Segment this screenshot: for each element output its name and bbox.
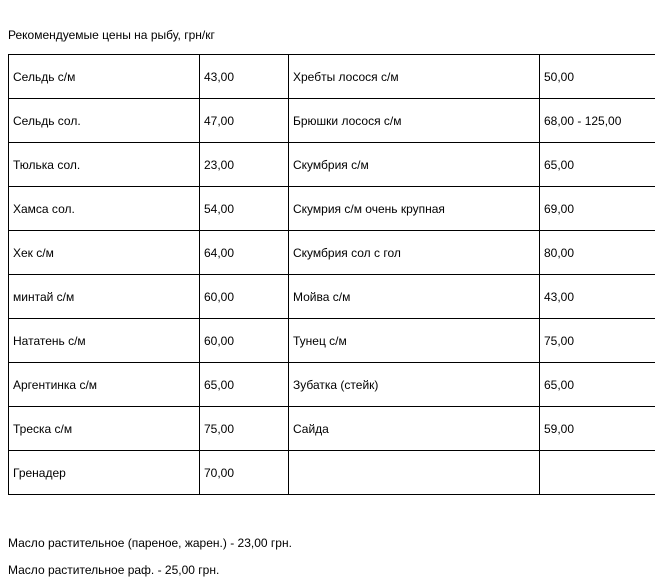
fish-price-cell: 70,00 [200,451,289,495]
fish-name-cell: Брюшки лосося с/м [289,99,540,143]
fish-price-cell: 69,00 [540,187,655,231]
fish-name-cell: Сельдь сол. [9,99,200,143]
fish-name-cell: Гренадер [9,451,200,495]
fish-price-cell: 43,00 [540,275,655,319]
oil-price-note: Масло растительное раф. - 25,00 грн. [8,563,220,577]
fish-name-cell: Скумрия с/м очень крупная [289,187,540,231]
fish-price-cell: 65,00 [540,143,655,187]
fish-price-cell: 80,00 [540,231,655,275]
fish-name-cell: Скумбрия с/м [289,143,540,187]
table-row [9,55,655,99]
fish-price-table [8,54,655,495]
table-row [9,187,655,231]
fish-name-cell: Хамса сол. [9,187,200,231]
table-row [9,407,655,451]
fish-price-cell: 59,00 [540,407,655,451]
fish-price-cell: 75,00 [540,319,655,363]
fish-name-cell: Тунец с/м [289,319,540,363]
fish-price-cell: 65,00 [540,363,655,407]
fish-price-cell: 50,00 [540,55,655,99]
fish-name-cell: Сельдь с/м [9,55,200,99]
fish-name-cell: Хек с/м [9,231,200,275]
fish-price-cell: 75,00 [200,407,289,451]
fish-price-cell: 43,00 [200,55,289,99]
fish-name-cell: минтай с/м [9,275,200,319]
oil-price-note: Масло растительное (пареное, жарен.) - 23,00 грн. [8,536,292,550]
fish-name-cell [289,451,540,495]
table-row [9,143,655,187]
table-row [9,319,655,363]
table-row [9,275,655,319]
fish-name-cell: Зубатка (стейк) [289,363,540,407]
fish-name-cell: Аргентинка с/м [9,363,200,407]
table-row [9,231,655,275]
fish-name-cell: Треска с/м [9,407,200,451]
fish-price-cell: 68,00 - 125,00 [540,99,655,143]
fish-price-cell: 65,00 [200,363,289,407]
fish-name-cell: Скумбрия сол с гол [289,231,540,275]
table-row [9,99,655,143]
fish-price-cell: 54,00 [200,187,289,231]
fish-name-cell: Тюлька сол. [9,143,200,187]
table-row [9,363,655,407]
fish-price-cell: 47,00 [200,99,289,143]
fish-price-cell [540,451,655,495]
fish-name-cell: Нататень с/м [9,319,200,363]
table-row [9,451,655,495]
fish-price-cell: 64,00 [200,231,289,275]
fish-price-cell: 60,00 [200,275,289,319]
fish-name-cell: Хребты лосося с/м [289,55,540,99]
fish-name-cell: Мойва с/м [289,275,540,319]
fish-name-cell: Сайда [289,407,540,451]
page-heading: Рекомендуемые цены на рыбу, грн/кг [8,28,215,42]
fish-price-cell: 60,00 [200,319,289,363]
fish-price-cell: 23,00 [200,143,289,187]
